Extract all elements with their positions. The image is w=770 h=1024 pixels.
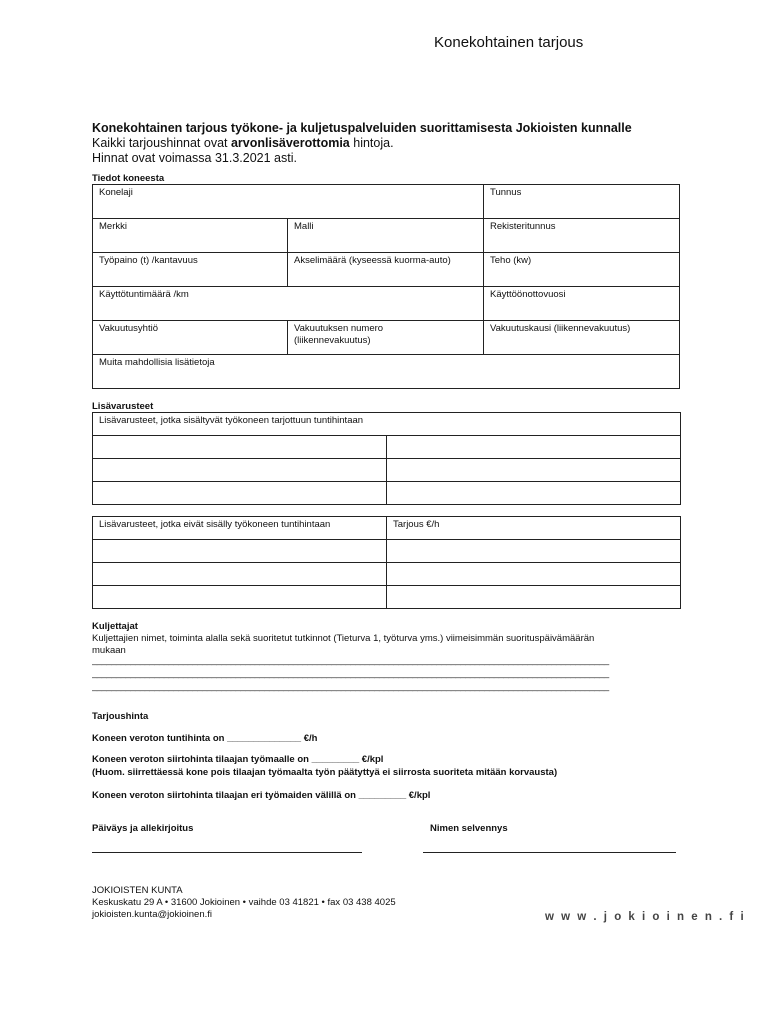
accessory-price-cell[interactable] [387, 586, 681, 609]
between-sites-price-field[interactable]: Koneen veroton siirtohinta tilaajan eri työmaiden välillä on _________ €/kpl [92, 790, 431, 801]
machine-section-title: Tiedot koneesta [92, 173, 165, 184]
vakuutusnumero-sublabel: (liikennevakuutus) [294, 335, 371, 346]
excluded-accessory-cell[interactable] [93, 563, 387, 586]
excluded-accessory-cell[interactable] [93, 540, 387, 563]
kayttoonotto-field[interactable]: Käyttöönottovuosi [484, 287, 680, 321]
intro-block [92, 121, 632, 166]
hourly-price-field[interactable]: Koneen veroton tuntihinta on ______________ €/h [92, 733, 318, 744]
teho-field[interactable]: Teho (kw) [484, 253, 680, 287]
intro-vat-bold: arvonlisäverottomia [230, 136, 350, 150]
intro-vat-prefix: Kaikki tarjoushinnat ovat [92, 136, 231, 150]
included-accessory-cell[interactable] [93, 482, 387, 505]
rekisteritunnus-field[interactable]: Rekisteritunnus [484, 219, 680, 253]
machine-info-table [92, 184, 680, 389]
footer-contact [92, 885, 396, 921]
drivers-blank-line-3[interactable]: ____________________________________________________________________________________________________________ [92, 681, 609, 692]
included-accessory-cell[interactable] [387, 459, 681, 482]
drivers-blank-line-1[interactable]: ____________________________________________________________________________________________________________ [92, 655, 609, 666]
footer-email[interactable]: jokioisten.kunta@jokioinen.fi [92, 909, 213, 920]
date-signature-label: Päiväys ja allekirjoitus [92, 823, 194, 834]
intro-heading: Konekohtainen tarjous työkone- ja kuljetuspalveluiden suorittamisesta Jokioisten kunnalle [92, 121, 632, 135]
price-per-hour-header: Tarjous €/h [387, 517, 681, 540]
tunnus-field[interactable]: Tunnus [484, 185, 680, 219]
included-accessory-cell[interactable] [93, 459, 387, 482]
footer-website-link[interactable]: w w w . j o k i o i n e n . f i [545, 911, 746, 923]
tyopaino-field[interactable]: Työpaino (t) /kantavuus [93, 253, 288, 287]
akselimaara-field[interactable]: Akselimäärä (kyseessä kuorma-auto) [288, 253, 484, 287]
vakuutuskausi-field[interactable]: Vakuutuskausi (liikennevakuutus) [484, 321, 680, 355]
vakuutusnumero-label: Vakuutuksen numero [294, 323, 384, 334]
kayttotunnit-field[interactable]: Käyttötuntimäärä /km [93, 287, 484, 321]
lisatietoja-field[interactable]: Muita mahdollisia lisätietoja [93, 355, 680, 389]
transfer-price-note: (Huom. siirrettäessä kone pois tilaajan työmaalta työn päätyttyä ei siirrosta suoriteta mitään korvausta) [92, 767, 558, 778]
pricing-section-title: Tarjoushinta [92, 711, 149, 722]
drivers-description-line-2: mukaan [92, 645, 126, 656]
included-accessory-cell[interactable] [93, 436, 387, 459]
intro-vat-suffix: hintoja. [349, 136, 394, 150]
vakuutusnumero-field[interactable] [288, 321, 484, 355]
included-accessories-header: Lisävarusteet, jotka sisältyvät työkoneen tarjottuun tuntihintaan [93, 413, 681, 436]
excluded-accessories-table [92, 516, 681, 609]
drivers-section-title: Kuljettajat [92, 621, 138, 632]
intro-vat-line [92, 136, 632, 151]
name-clarification-label: Nimen selvennys [430, 823, 508, 834]
intro-validity-line: Hinnat ovat voimassa 31.3.2021 asti. [92, 151, 297, 165]
merkki-field[interactable]: Merkki [93, 219, 288, 253]
drivers-description-line-1: Kuljettajien nimet, toiminta alalla sekä suoritetut tutkinnot (Tieturva 1, työturva yms.) viimeisimmän suorituspäivämäärän [92, 633, 595, 644]
accessories-section-title: Lisävarusteet [92, 401, 154, 412]
accessory-price-cell[interactable] [387, 540, 681, 563]
excluded-accessory-cell[interactable] [93, 586, 387, 609]
drivers-description [92, 633, 594, 657]
excluded-accessories-header: Lisävarusteet, jotka eivät sisälly työkoneen tuntihintaan [93, 517, 387, 540]
footer-address: Keskuskatu 29 A • 31600 Jokioinen • vaihde 03 41821 • fax 03 438 4025 [92, 897, 396, 908]
accessory-price-cell[interactable] [387, 563, 681, 586]
vakuutusyhtio-field[interactable]: Vakuutusyhtiö [93, 321, 288, 355]
drivers-blank-line-2[interactable]: ____________________________________________________________________________________________________________ [92, 668, 609, 679]
included-accessory-cell[interactable] [387, 436, 681, 459]
transfer-price-field[interactable]: Koneen veroton siirtohinta tilaajan työmaalle on _________ €/kpl [92, 754, 384, 765]
footer-org: JOKIOISTEN KUNTA [92, 885, 183, 896]
name-clarification-line[interactable] [423, 852, 676, 853]
konelaji-field[interactable]: Konelaji [93, 185, 484, 219]
included-accessory-cell[interactable] [387, 482, 681, 505]
included-accessories-table [92, 412, 681, 505]
date-signature-line[interactable] [92, 852, 362, 853]
malli-field[interactable]: Malli [288, 219, 484, 253]
document-header-title: Konekohtainen tarjous [434, 34, 584, 51]
